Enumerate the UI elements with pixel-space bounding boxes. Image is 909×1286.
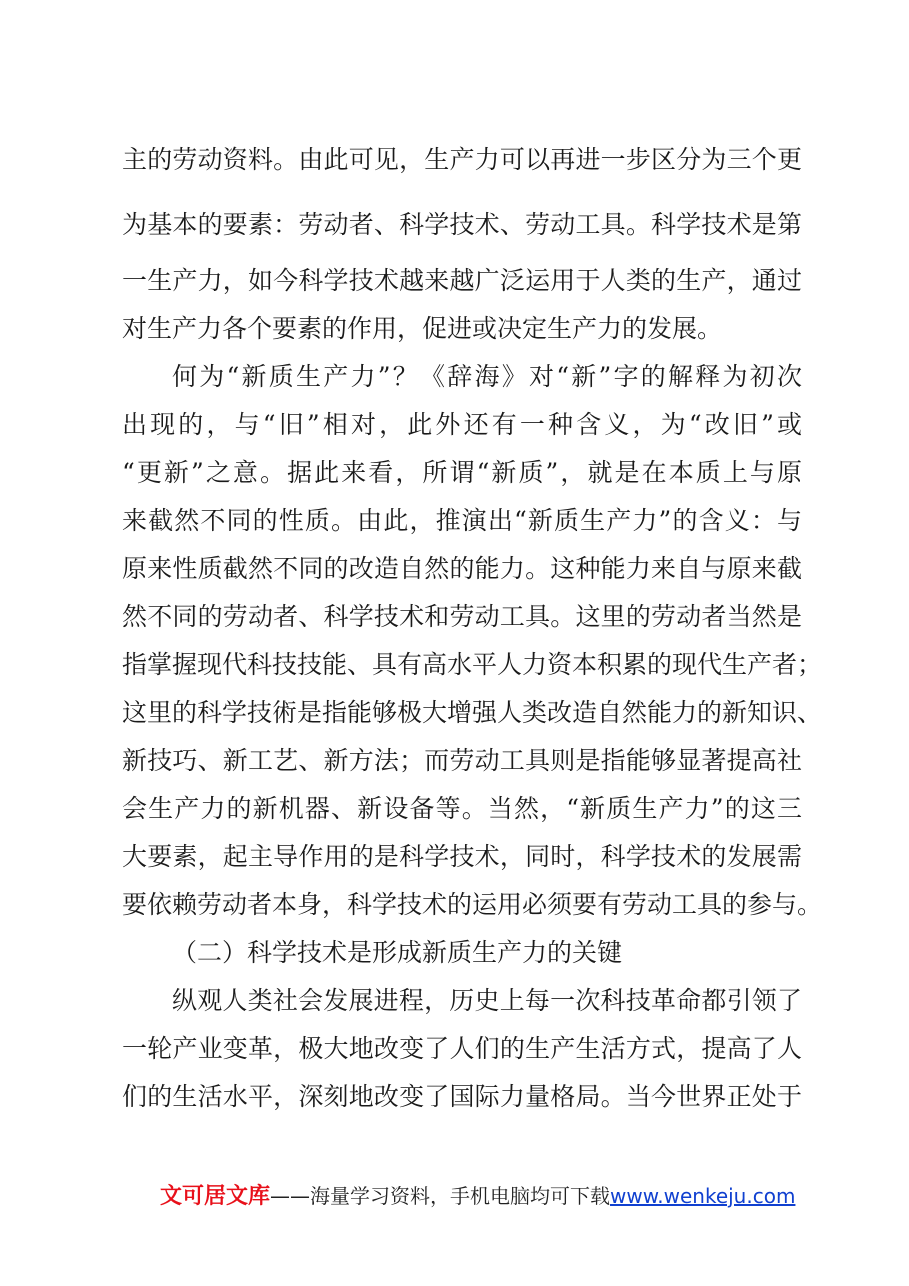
- paragraph-first-line: 何为“新质生产力”？《辞海》对“新”字的解释为初次: [172, 362, 802, 391]
- footer-banner: [160, 1183, 795, 1210]
- body-line: 指掌握现代科技技能、具有高水平人力资本积累的现代生产者；: [122, 650, 823, 679]
- body-line: 来截然不同的性质。由此，推演出“新质生产力”的含义：与: [122, 506, 802, 535]
- body-line: 出现的，与“旧”相对，此外还有一种含义，为“改旧”或: [122, 410, 803, 439]
- body-line: 原来性质截然不同的改造自然的能力。这种能力来自与原来截: [122, 554, 802, 583]
- body-line: 这里的科学技術是指能够极大增强人类改造自然能力的新知识、: [122, 698, 823, 727]
- body-line: 一轮产业变革，极大地改变了人们的生产生活方式，提高了人: [122, 1034, 802, 1063]
- body-line: 为基本的要素：劳动者、科学技术、劳动工具。科学技术是第: [122, 210, 802, 239]
- body-line: “更新”之意。据此来看，所谓“新质”，就是在本质上与原: [122, 458, 802, 487]
- body-line: 一生产力，如今科学技术越来越广泛运用于人类的生产，通过: [122, 266, 802, 295]
- body-line: 主的劳动资料。由此可见，生产力可以再进一步区分为三个更: [122, 145, 802, 174]
- section-heading: （二）科学技术是形成新质生产力的关键: [172, 938, 623, 967]
- body-line: 们的生活水平，深刻地改变了国际力量格局。当今世界正处于: [122, 1082, 802, 1111]
- paragraph-first-line: 纵观人类社会发展进程，历史上每一次科技革命都引领了: [172, 986, 802, 1015]
- body-line: 对生产力各个要素的作用，促进或决定生产力的发展。: [122, 314, 723, 343]
- body-line: 要依赖劳动者本身，科学技术的运用必须要有劳动工具的参与。: [122, 890, 823, 919]
- footer-description: ——海量学习资料，手机电脑均可下载: [270, 1184, 611, 1208]
- body-line: 新技巧、新工艺、新方法；而劳动工具则是指能够显著提高社: [122, 746, 802, 775]
- body-line: 然不同的劳动者、科学技术和劳动工具。这里的劳动者当然是: [122, 602, 802, 631]
- footer-website-link[interactable]: www.wenkeju.com: [610, 1184, 796, 1208]
- body-line: 大要素，起主导作用的是科学技术，同时，科学技术的发展需: [122, 842, 802, 871]
- footer-brand: 文可居文库: [160, 1184, 271, 1209]
- body-line: 会生产力的新机器、新设备等。当然，“新质生产力”的这三: [122, 794, 802, 823]
